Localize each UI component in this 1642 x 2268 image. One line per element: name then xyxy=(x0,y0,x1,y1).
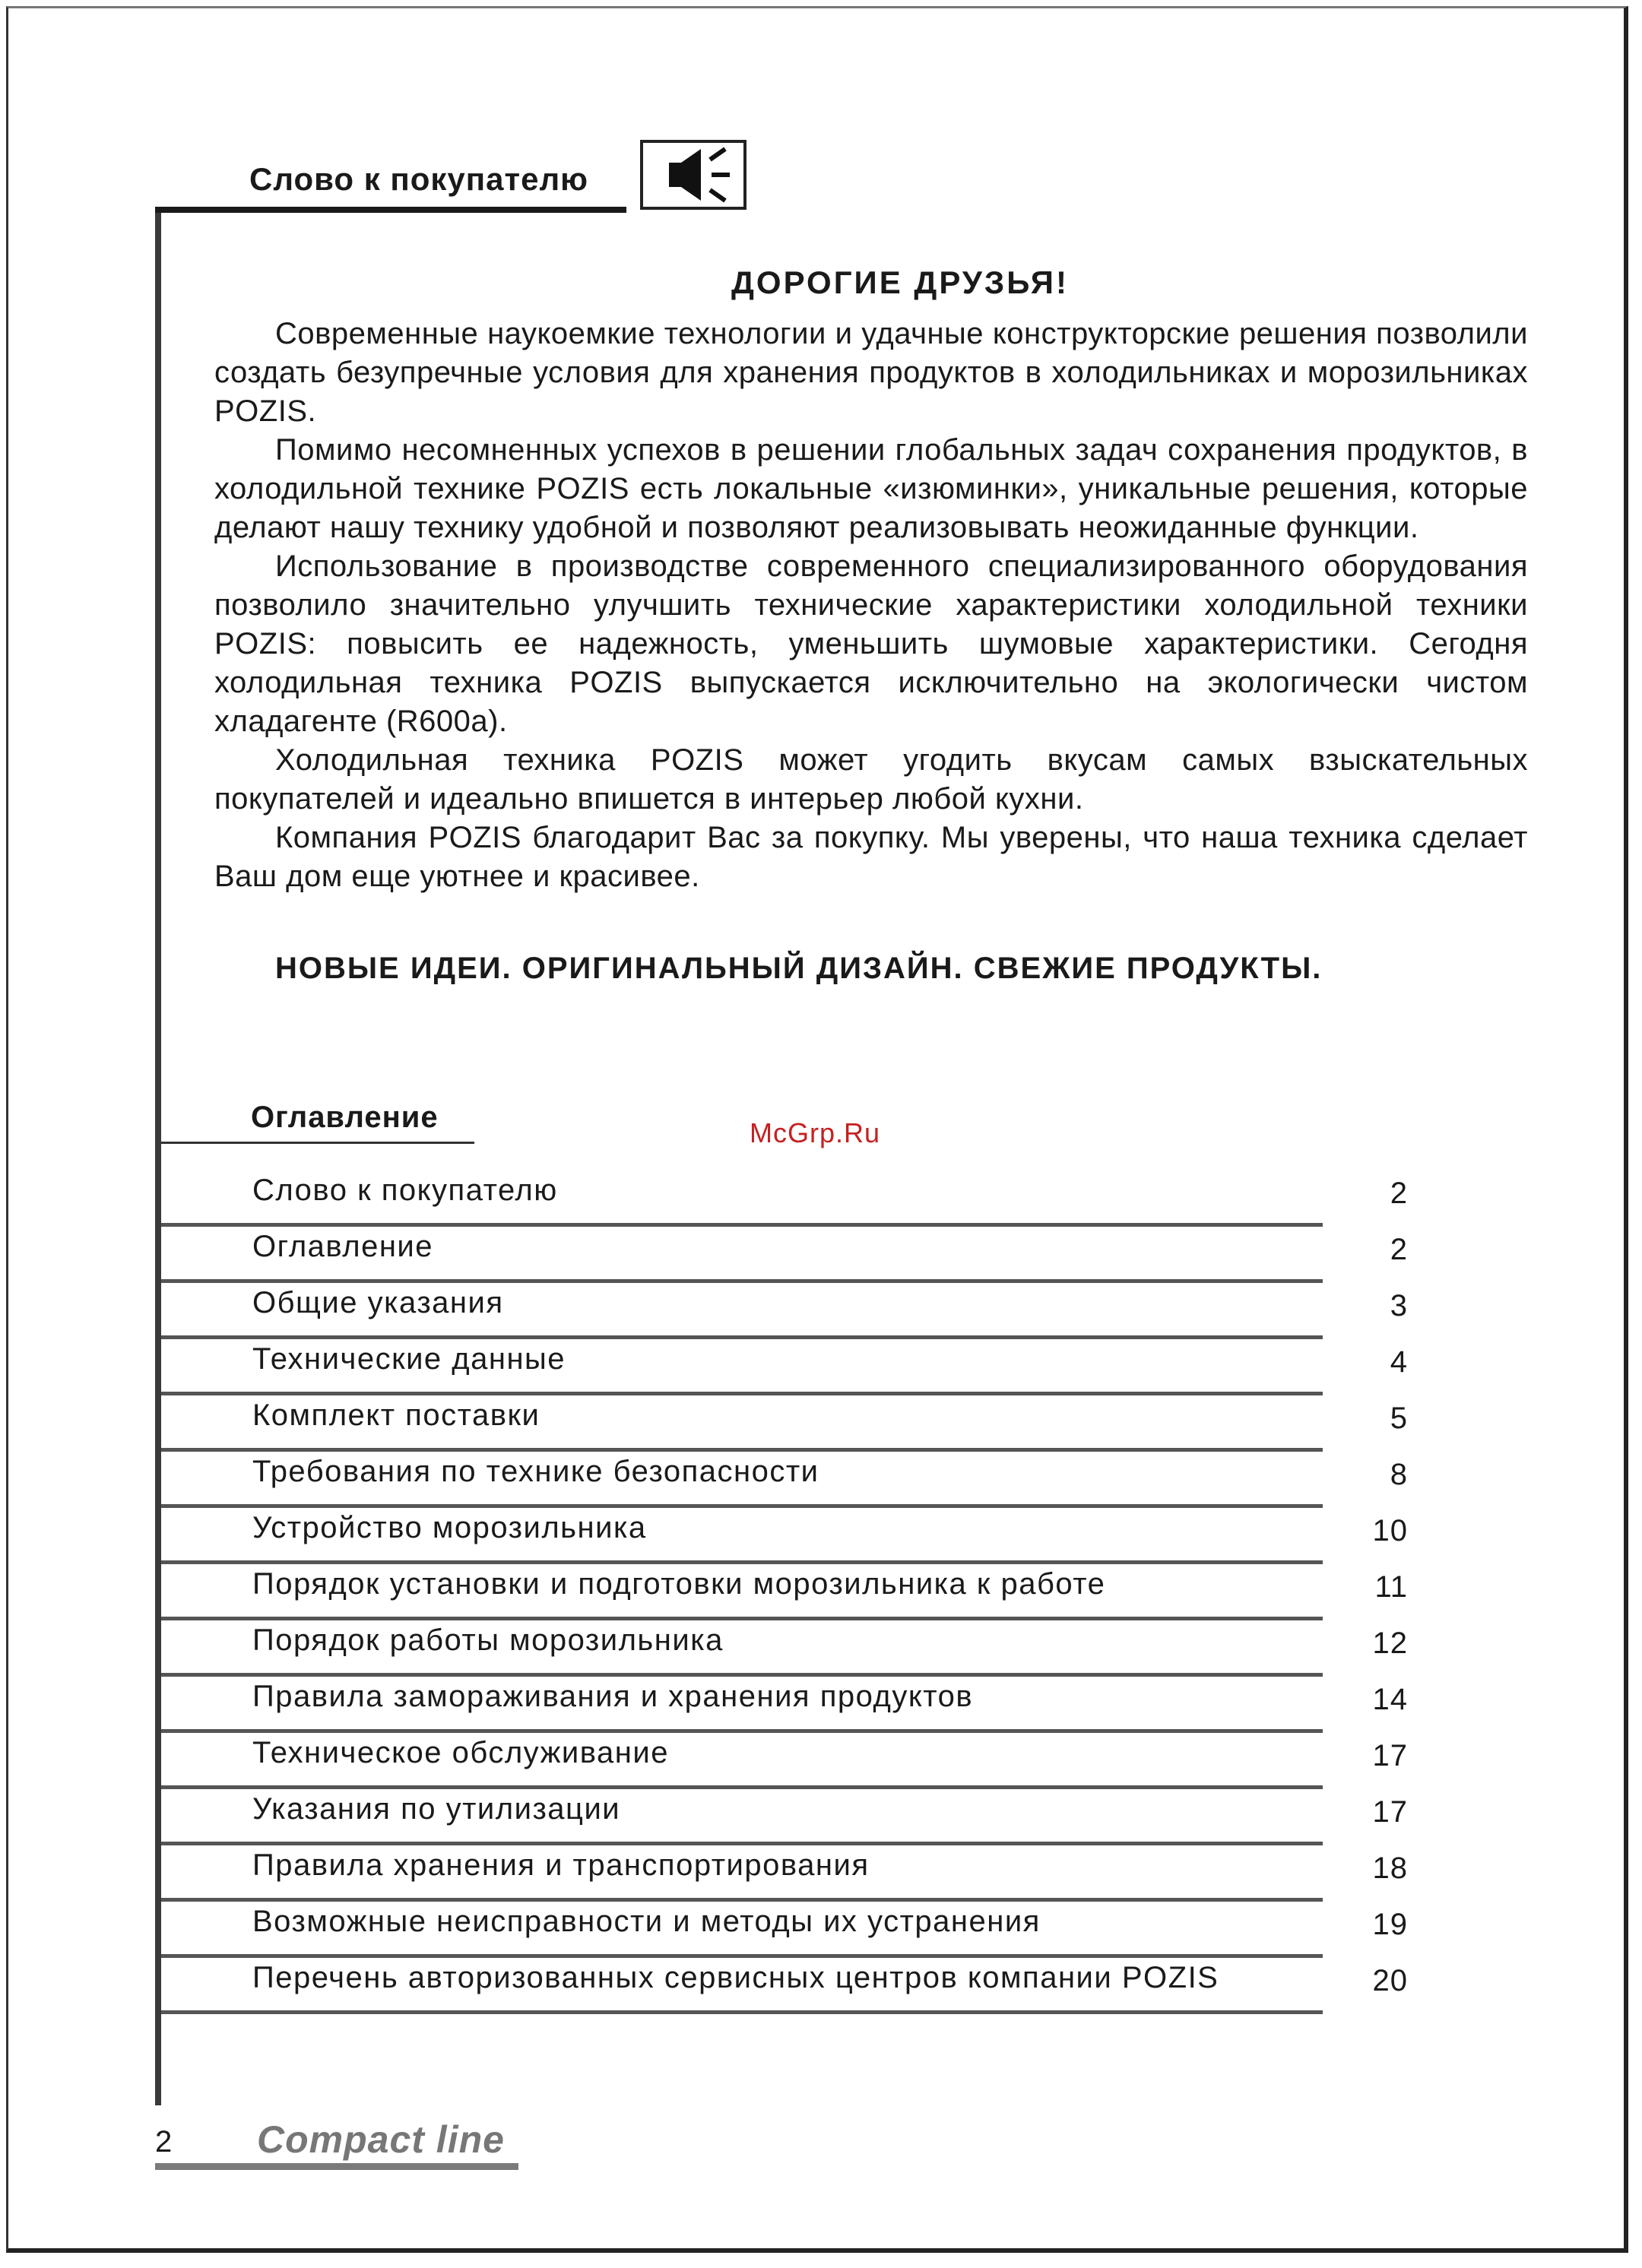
toc-entry-label: Порядок установки и подготовки морозильника к работе xyxy=(252,1567,1106,1601)
watermark: McGrp.Ru xyxy=(750,1117,881,1148)
toc-entry[interactable] xyxy=(161,1339,1408,1395)
toc-entry[interactable] xyxy=(161,1170,1408,1227)
toc-entry-page: 11 xyxy=(1374,1570,1408,1604)
toc-entry[interactable] xyxy=(161,1283,1408,1339)
toc-entry-label: Порядок работы морозильника xyxy=(252,1623,724,1657)
brand-name: Compact line xyxy=(257,2118,505,2161)
toc-entry-page: 12 xyxy=(1372,1627,1408,1660)
toc-entry-rule xyxy=(161,2010,1323,2014)
slogan: НОВЫЕ ИДЕИ. ОРИГИНАЛЬНЫЙ ДИЗАЙН. СВЕЖИЕ ПРОДУКТЫ. xyxy=(275,952,1323,985)
toc-entry-label: Перечень авторизованных сервисных центров компании POZIS xyxy=(252,1961,1219,1994)
toc-entry-page: 18 xyxy=(1372,1851,1408,1885)
toc-entry-label: Правила замораживания и хранения продуктов xyxy=(252,1680,974,1713)
toc-entry-label: Возможные неисправности и методы их устранения xyxy=(252,1905,1041,1938)
toc-entry[interactable] xyxy=(161,1902,1408,1958)
toc-entry[interactable] xyxy=(161,1677,1408,1733)
toc-entry-label: Слово к покупателю xyxy=(252,1174,558,1207)
letter-paragraph: Использование в производстве современного специализированного оборудования позволило значительно улучшить технические характеристики холодильной техники POZIS: повысить ее надежность, уменьшить шумовые характеристики. Сегодня холодильная техника POZIS выпускается исключительно на экологически чистом хладагенте (R600a). xyxy=(214,550,1528,738)
toc-entry-page: 17 xyxy=(1372,1795,1408,1829)
toc-entry[interactable] xyxy=(161,1845,1408,1902)
toc-entry-page: 5 xyxy=(1390,1402,1408,1435)
toc-list xyxy=(161,1170,1408,2014)
toc-entry-label: Общие указания xyxy=(252,1286,504,1319)
letter-paragraph: Помимо несомненных успехов в решении глобальных задач сохранения продуктов, в холодильной технике POZIS есть локальные «изюминки», уникальные решения, которые делают нашу технику удобной и позволяют реализовывать неожиданные функции. xyxy=(214,433,1528,544)
toc-entry-label: Оглавление xyxy=(252,1230,434,1263)
toc-entry-page: 14 xyxy=(1372,1683,1408,1716)
toc-entry[interactable] xyxy=(161,1508,1408,1564)
toc-entry-page: 3 xyxy=(1390,1289,1408,1322)
letter-paragraph: Компания POZIS благодарит Вас за покупку. Мы уверены, что наша техника сделает Ваш дом еще уютнее и красивее. xyxy=(214,821,1528,893)
toc-entry-label: Требования по технике безопасности xyxy=(252,1455,819,1488)
toc-entry[interactable] xyxy=(161,1227,1408,1283)
toc-title: Оглавление xyxy=(251,1101,439,1134)
toc-entry[interactable] xyxy=(161,1620,1408,1677)
toc-entry[interactable] xyxy=(161,1452,1408,1508)
toc-entry-label: Технические данные xyxy=(252,1342,566,1376)
section-title-underline xyxy=(155,207,626,213)
toc-title-underline xyxy=(161,1142,474,1144)
toc-entry-page: 20 xyxy=(1372,1964,1408,1997)
toc-entry-label: Устройство морозильника xyxy=(252,1511,647,1544)
toc-entry[interactable] xyxy=(161,1395,1408,1452)
toc-entry-label: Техническое обслуживание xyxy=(252,1736,669,1769)
toc-entry-page: 10 xyxy=(1372,1514,1408,1547)
toc-entry-page: 2 xyxy=(1390,1233,1408,1266)
toc-entry-page: 4 xyxy=(1390,1345,1408,1379)
toc-entry-label: Правила хранения и транспортирования xyxy=(252,1848,870,1882)
toc-entry-label: Указания по утилизации xyxy=(252,1792,621,1826)
speaker-icon xyxy=(640,140,747,210)
left-margin-rule xyxy=(155,207,161,2105)
toc-entry-page: 2 xyxy=(1390,1177,1408,1210)
toc-entry-page: 8 xyxy=(1390,1458,1408,1491)
section-title: Слово к покупателю xyxy=(249,161,588,197)
page-number: 2 xyxy=(155,2125,173,2159)
toc-entry[interactable] xyxy=(161,1733,1408,1789)
footer-rule xyxy=(155,2163,518,2170)
letter-paragraph: Современные наукоемкие технологии и удачные конструкторские решения позволили создать безупречные условия для хранения продуктов в холодильниках и морозильниках POZIS. xyxy=(214,317,1528,428)
toc-entry[interactable] xyxy=(161,1958,1408,2014)
letter-paragraph: Холодильная техника POZIS может угодить вкусам самых взыскательных покупателей и идеально впишется в интерьер любой кухни. xyxy=(214,743,1528,816)
toc-entry-label: Комплект поставки xyxy=(252,1398,540,1432)
toc-entry[interactable] xyxy=(161,1564,1408,1620)
letter-body xyxy=(214,315,1528,896)
letter-greeting: ДОРОГИЕ ДРУЗЬЯ! xyxy=(731,264,1069,300)
toc-entry-page: 19 xyxy=(1372,1908,1408,1941)
toc-entry[interactable] xyxy=(161,1789,1408,1845)
toc-entry-page: 17 xyxy=(1372,1739,1408,1772)
